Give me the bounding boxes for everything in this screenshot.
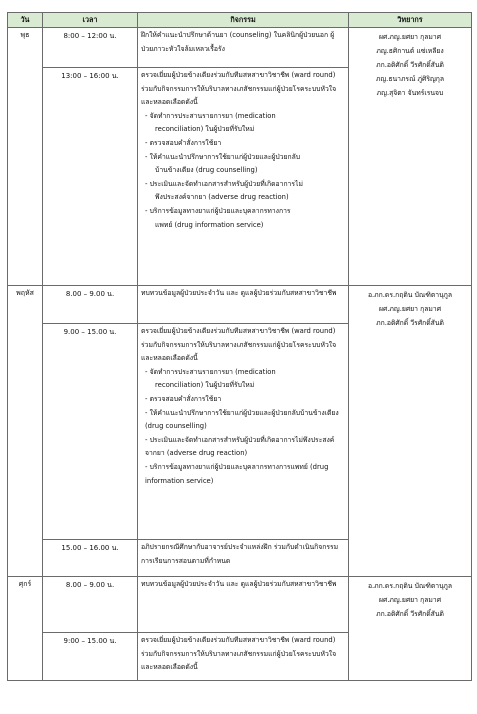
activity-text: ตรวจเยี่ยมผู้ป่วยข้างเตียงร่วมกับทีมสหสาขาวิชาชีพ (ward round) ร่วมกับกิจกรรมการให้บริบาลทางเภสัชกรรมแก่ผู้ป่วยโรคระบบหัวใจและหลอดเลือดดังนี้ bbox=[141, 327, 337, 363]
speaker-name: ภญ.สุจิตา จันทร์เรนจบ bbox=[376, 89, 444, 97]
activity-bullet: - ตรวจสอบคำสั่งการใช้ยา bbox=[145, 138, 222, 147]
speaker-name: ภก.อติศักดิ์ วีรศักดิ์สันติ bbox=[376, 319, 444, 327]
activity-bullet: - ให้คำแนะนำปรึกษาการใช้ยาแก่ผู้ป่วยและผู้ป่วยกลับ บ้านข้างเตียง (drug counselling) bbox=[145, 152, 301, 175]
speaker-name: ภก.อติศักดิ์ วีรศักดิ์สันติ bbox=[376, 610, 444, 618]
time-cell: 8.00 – 9.00 น. bbox=[43, 577, 138, 633]
activity-text: ตรวจเยี่ยมผู้ป่วยข้างเตียงร่วมกับทีมสหสาขาวิชาชีพ (ward round) ร่วมกับกิจกรรมการให้บริบาลทางเภสัชกรรมแก่ผู้ป่วยโรคระบบหัวใจและหลอดเลือดดังนี้ bbox=[141, 71, 337, 107]
activity-cell: ฝึกให้คำแนะนำปรึกษาด้านยา (counseling) ในคลินิกผู้ป่วยนอก ผู้ป่วยภาวะหัวใจล้มเหลวเรื้อรัง bbox=[138, 28, 349, 68]
speaker-name: ภก.อติศักดิ์ วีรศักดิ์สันติ bbox=[376, 61, 444, 69]
header-activity: กิจกรรม bbox=[138, 13, 349, 28]
table-row bbox=[8, 577, 472, 633]
activity-bullet: - ประเมินและจัดทำเอกสารสำหรับผู้ป่วยที่เกิดอาการไม่พึงประสงค์จากยา (adverse drug reaction) bbox=[145, 435, 335, 458]
speaker-name: อ.ภก.ดร.กฤติน บัณฑิตานุกูล bbox=[367, 291, 453, 299]
time-cell: 8.00 – 9.00 น. bbox=[43, 286, 138, 324]
time-cell: 9.00 – 15.00 น. bbox=[43, 324, 138, 540]
speaker-cell bbox=[349, 28, 472, 286]
day-cell: พฤหัส bbox=[8, 286, 43, 577]
speaker-cell bbox=[349, 577, 472, 681]
speaker-name: ผศ.ภญ.ยศยา กุลมาศ bbox=[378, 33, 442, 41]
day-cell: พุธ bbox=[8, 28, 43, 286]
activity-bullet: - จัดทำการประสานรายการยา (medication reconciliation) ในผู้ป่วยที่รับใหม่ bbox=[145, 367, 276, 390]
time-cell: 13:00 – 16:00 น. bbox=[43, 68, 138, 286]
activity-bullet: - บริการข้อมูลทางยาแก่ผู้ป่วยและบุคลากรทางการ แพทย์ (drug information service) bbox=[145, 206, 291, 229]
time-cell: 9:00 – 15.00 น. bbox=[43, 633, 138, 681]
activity-bullet: - ประเมินและจัดทำเอกสารสำหรับผู้ป่วยที่เกิดอาการไม่ พึงประสงค์จากยา (adverse drug reaction) bbox=[145, 179, 303, 202]
speaker-name: ผศ.ภญ.ยศยา กุลมาศ bbox=[378, 305, 442, 313]
speaker-name: ภญ.ธนาภรณ์ ภู่ศิริญกุล bbox=[375, 75, 445, 83]
activity-cell: อภิปรายกรณีศึกษากับอาจารย์ประจำแหล่งฝึก ร่วมกับดำเนินกิจกรรมการเรียนการสอนตามที่กำหนด bbox=[138, 540, 349, 577]
header-speaker: วิทยากร bbox=[349, 13, 472, 28]
speaker-cell bbox=[349, 286, 472, 577]
header-time: เวลา bbox=[43, 13, 138, 28]
activity-cell bbox=[138, 68, 349, 286]
table-row bbox=[8, 28, 472, 68]
speaker-name: ผศ.ภญ.ยศยา กุลมาศ bbox=[378, 596, 442, 604]
header-day: วัน bbox=[8, 13, 43, 28]
activity-bullet: - บริการข้อมูลทางยาแก่ผู้ป่วยและบุคลากรทางการแพทย์ (drug information service) bbox=[145, 462, 329, 485]
activity-cell bbox=[138, 324, 349, 540]
activity-cell: ตรวจเยี่ยมผู้ป่วยข้างเตียงร่วมกับทีมสหสาขาวิชาชีพ (ward round) ร่วมกับกิจกรรมการให้บริบาลทางเภสัชกรรมแก่ผู้ป่วยโรคระบบหัวใจและหลอดเลือดดังนี้ bbox=[138, 633, 349, 681]
activity-bullet: - ตรวจสอบคำสั่งการใช้ยา bbox=[145, 394, 222, 403]
activity-bullet: - ให้คำแนะนำปรึกษาการใช้ยาแก่ผู้ป่วยและผู้ป่วยกลับบ้านข้างเตียง (drug counselling) bbox=[145, 408, 339, 431]
activity-bullet: - จัดทำการประสานรายการยา (medication reconciliation) ในผู้ป่วยที่รับใหม่ bbox=[145, 111, 276, 134]
day-cell: ศุกร์ bbox=[8, 577, 43, 681]
time-cell: 8:00 – 12:00 น. bbox=[43, 28, 138, 68]
speaker-name: ภญ.ธศิกานต์ แซ่เหลียง bbox=[376, 47, 444, 55]
schedule-table bbox=[7, 12, 472, 681]
table-row bbox=[8, 286, 472, 324]
schedule-sheet bbox=[7, 12, 471, 681]
activity-cell: ทบทวนข้อมูลผู้ป่วยประจำวัน และ ดูแลผู้ป่วยร่วมกับสหสาขาวิชาชีพ bbox=[138, 286, 349, 324]
activity-cell: ทบทวนข้อมูลผู้ป่วยประจำวัน และ ดูแลผู้ป่วยร่วมกับสหสาขาวิชาชีพ bbox=[138, 577, 349, 633]
speaker-name: อ.ภก.ดร.กฤติน บัณฑิตานุกูล bbox=[367, 582, 453, 590]
table-header-row bbox=[8, 13, 472, 28]
time-cell: 15.00 – 16.00 น. bbox=[43, 540, 138, 577]
